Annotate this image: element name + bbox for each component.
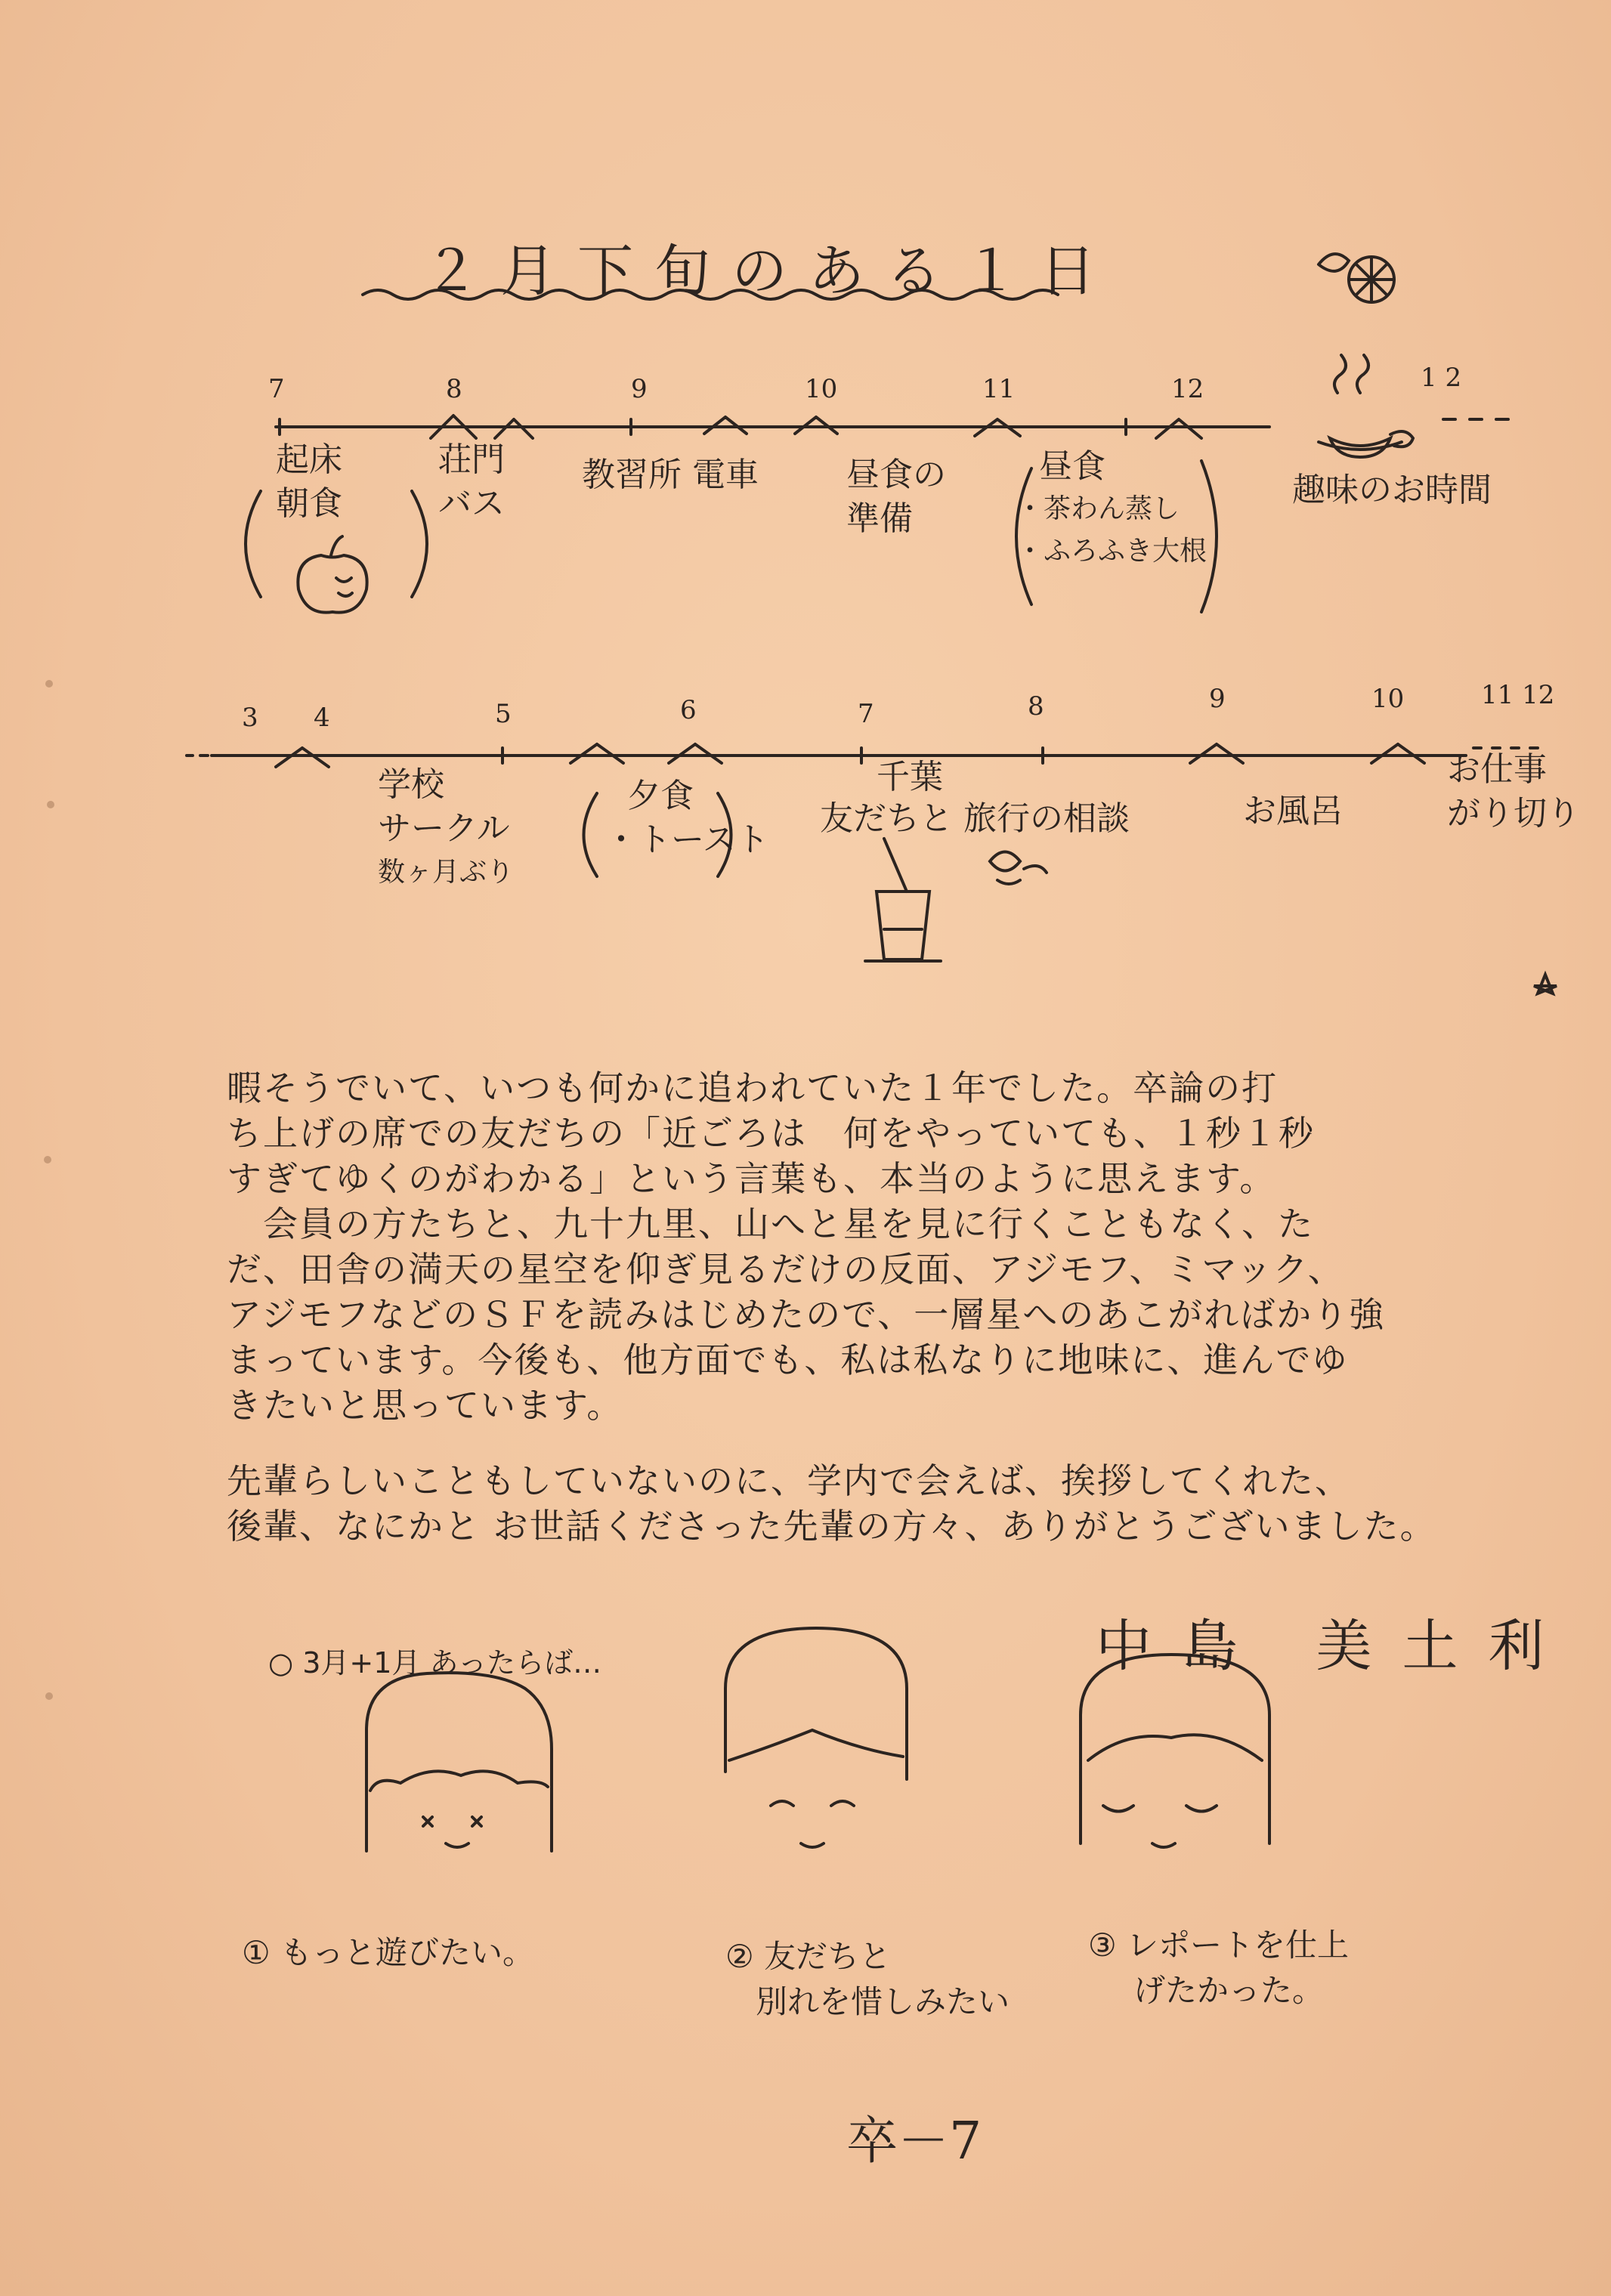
caption-3: ③ レポートを仕上 げたかった。 (1088, 1927, 1350, 2009)
tick-label: 9 (631, 374, 648, 404)
tick-label: 10 (1371, 684, 1405, 714)
event-school: 学校 サークル 数ヶ月ぶり (378, 765, 515, 888)
tick-label: 7 (268, 374, 285, 404)
event-station: 荘門 バス (438, 440, 505, 523)
tick-label: 8 (446, 374, 462, 404)
page-title: ２月下旬のある１日 (423, 239, 1117, 304)
tick-label: 10 (805, 374, 838, 404)
event-wake: 起床 朝食 (276, 440, 342, 523)
caption-2: ② 友だちと 別れを惜しみたい (725, 1938, 1010, 2020)
event-commute: 教習所 電車 (582, 456, 759, 494)
body-paragraph-1: 暇そうでいて、いつも何かに追われていた１年でした。卒論の打 ち上げの席での友だちの「近ごろは 何をやっていても、１秒１秒 すぎてゆくのがわかる」という言葉も、本当のように思えます。 会員の方たちと、九十九里、山へと星を見に行くこともなく、た だ、田舎の満天の星空を仰ぎ見るだけの反面、アジモフ、ミマック、 アジモフなどのＳＦを読みはじめたので、一層星へのあこがればかり強 まっています。今後も、他方面でも、私は私なりに地味に、進んでゆ きたいと思っています。 (227, 1068, 1386, 1426)
event-hobby: 趣味のお時間 (1292, 471, 1492, 509)
side-note: ○ 3月+1月 あったらば… (268, 1646, 602, 1680)
event-trip: 友だちと 旅行の相談 (820, 799, 1130, 838)
tick-label: 7 (858, 699, 874, 729)
event-lunch: 昼食 ・茶わん蒸し ・ふろふき大根 (1016, 447, 1207, 567)
tick-label: 4 (314, 703, 330, 733)
event-dinner: 夕食 ・トースト (605, 777, 769, 859)
tick-label: 6 (680, 695, 697, 725)
caption-1: ① もっと遊びたい。 (242, 1934, 535, 1971)
event-work: お仕事 がり切り (1447, 750, 1580, 833)
tick-label: 1 2 (1421, 363, 1462, 393)
tick-label: 12 (1171, 374, 1204, 404)
tick-label: 9 (1209, 684, 1226, 714)
tick-label: 11 (982, 374, 1016, 404)
tick-label: 11 12 (1481, 680, 1555, 710)
event-bath: お風呂 (1243, 792, 1343, 830)
event-lunch-prep: 昼食の 準備 (846, 456, 946, 538)
tick-label: 8 (1028, 691, 1044, 722)
body-paragraph-2: 先輩らしいこともしていないのに、学内で会えば、挨拶してくれた、 後輩、なにかと お世話くださった先輩の方々、ありがとうございました。 (227, 1460, 1436, 1547)
author-signature: 中島 美土利 (1096, 1614, 1575, 1679)
page-number: 卒－7 (846, 2112, 982, 2171)
event-chiba: 千葉 (877, 758, 943, 796)
tick-label: 5 (495, 699, 512, 729)
tick-label: 3 (242, 703, 258, 733)
